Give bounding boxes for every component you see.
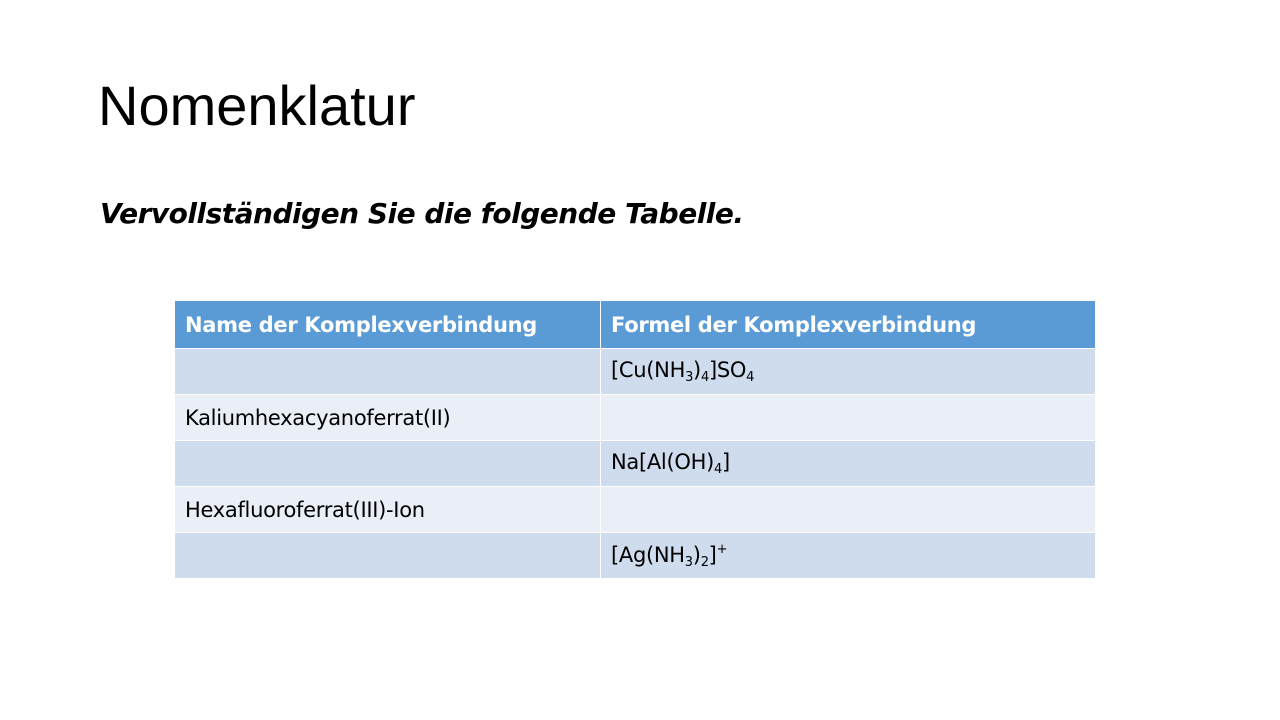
table-row <box>175 349 1096 395</box>
formula-text: [Ag(NH <box>611 542 685 567</box>
formula-text: ]SO <box>708 358 747 382</box>
table-row <box>175 441 1096 487</box>
cell-formula[interactable] <box>601 533 1096 579</box>
cell-name[interactable] <box>175 349 601 395</box>
cell-name[interactable] <box>175 533 601 579</box>
formula-text: ] <box>721 450 730 474</box>
formula-subscript: 4 <box>746 370 755 385</box>
formula-text: ) <box>692 542 701 567</box>
cell-formula[interactable] <box>601 349 1096 395</box>
nomenclature-table <box>174 300 1096 579</box>
table-row <box>175 487 1096 533</box>
cell-formula[interactable] <box>601 395 1096 441</box>
cell-formula[interactable] <box>601 487 1096 533</box>
cell-formula[interactable] <box>601 441 1096 487</box>
formula-subscript: 3 <box>684 554 693 570</box>
formula-text: [Cu(NH <box>611 358 686 382</box>
slide-subtitle: Vervollständigen Sie die folgende Tabelle. <box>100 197 744 230</box>
cell-name[interactable]: Hexafluoroferrat(III)-Ion <box>175 487 601 533</box>
formula-subscript: 4 <box>700 370 709 385</box>
table-header-row <box>175 301 1096 349</box>
formula-text: ) <box>693 358 701 382</box>
table-row <box>175 395 1096 441</box>
formula-superscript: + <box>716 541 728 557</box>
slide-title: Nomenklatur <box>98 74 416 137</box>
table-row <box>175 533 1096 579</box>
header-formula: Formel der Komplexverbindung <box>601 301 1096 349</box>
formula-subscript: 3 <box>685 370 694 385</box>
formula-subscript: 2 <box>700 554 709 570</box>
formula-subscript: 4 <box>713 462 722 477</box>
cell-name[interactable]: Kaliumhexacyanoferrat(II) <box>175 395 601 441</box>
formula-text: Na[Al(OH) <box>611 450 714 474</box>
formula-text: ] <box>708 542 717 567</box>
cell-name[interactable] <box>175 441 601 487</box>
header-name: Name der Komplexverbindung <box>175 301 601 349</box>
